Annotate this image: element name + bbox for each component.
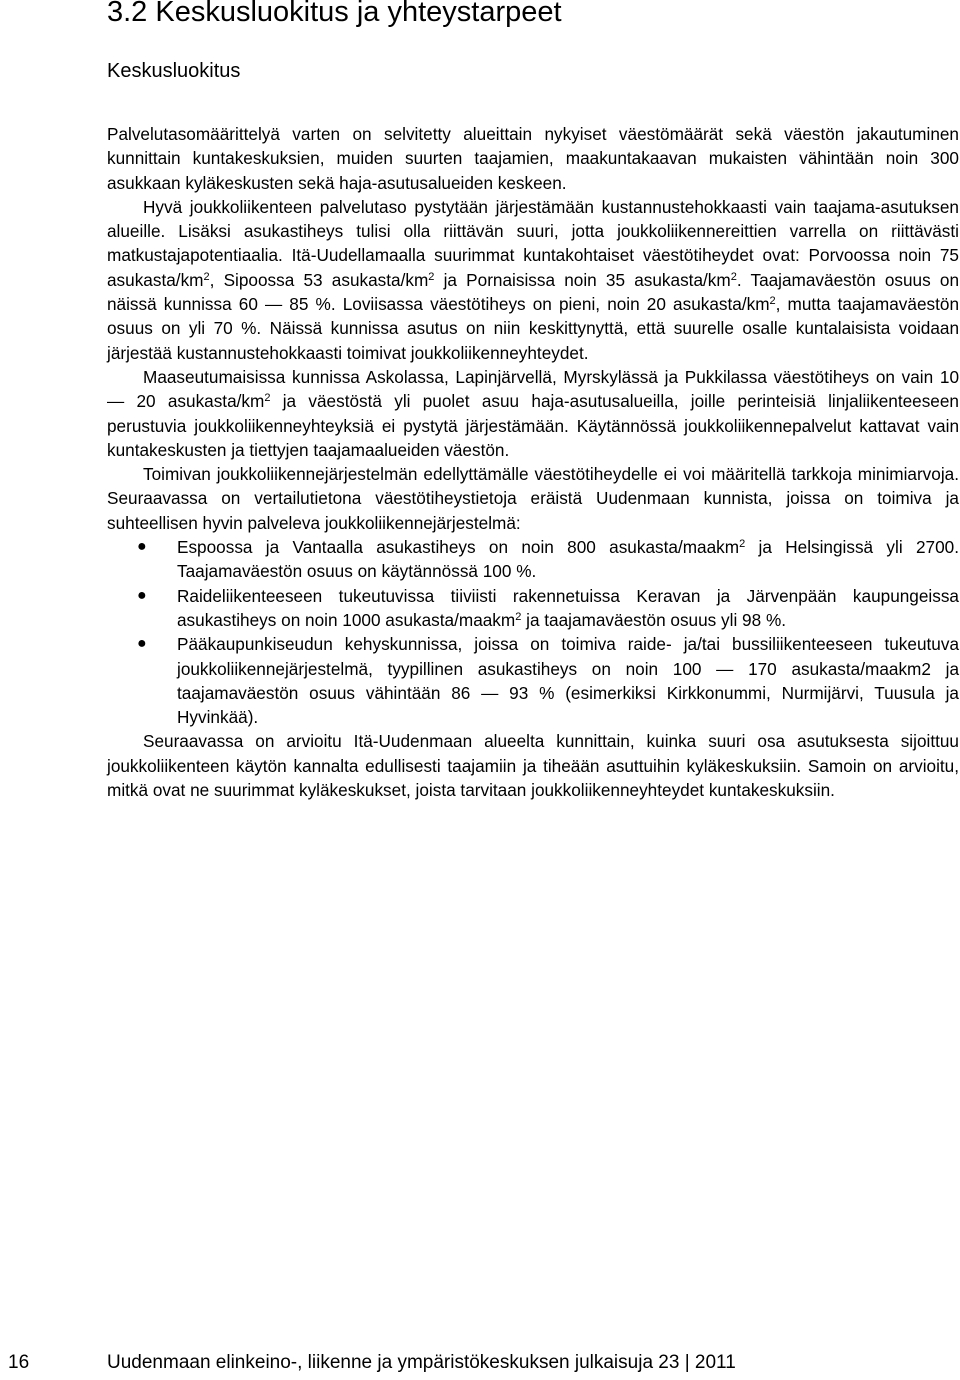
body-text [107, 122, 959, 802]
superscript: 2 [203, 270, 210, 283]
paragraph-2: Hyvä joukkoliikenteen palvelutaso pystytään järjestämään kustannustehokkaasti vain taajama-asutuksen alueille. Lisäksi asukastiheys tulisi olla riittävän suuri, jotta joukkoliikennereittien varrella on riittävästi matkustajapotentiaalia. Itä-Uudellamaalla suurimmat kuntakohtaiset väestötiheydet ovat: Porvoossa noin 75 asukasta/$km^2$, Sipoossa 53 asukasta/$km^2$ ja Pornaisissa noin 35 asukasta/$km^2$. Taajamaväestön osuus on näissä kunnissa 60 — 85 %. Loviisassa väestötiheys on pieni, noin 20 asukasta/$km^2$, mutta taajamaväestön osuus on yli 70 %. Näissä kunnissa asutus on niin keskittynyttä, että suurelle osalle kuntalaisista voidaan järjestää kustannustehokkaasti toimivat joukkoliikenneyhteydet. [107, 196, 960, 363]
list-item: ● Pääkaupunkiseudun kehyskunnissa, joissa on toimiva raide- ja/tai bussiliikenteeseen tukeutuva joukkoliikennejärjestelmä, tyypillinen asukastiheys on noin 100 — 170 asukasta/maakm2 ja taajamaväestön osuus vähintään 86 — 93 % (esimerkiksi Kirkkonummi, Nurmijärvi, Tuusula ja Hyvinkää). [137, 634, 959, 728]
bullet-list [107, 535, 959, 729]
superscript: 2 [264, 392, 271, 405]
subsection-heading: Keskusluokitus [107, 60, 241, 82]
superscript: 2 [739, 538, 746, 551]
superscript: 2 [730, 270, 737, 283]
bullet-icon: ● [137, 538, 147, 556]
list-item: ● Raideliikenteeseen tukeutuvissa tiiviisti rakennetuissa Keravan ja Järvenpään kaupungeissa asukastiheys on noin 1000 asukasta/maakm$^2$ ja taajamaväestön osuus yli 98 %. [137, 585, 959, 630]
publication-info: Uudenmaan elinkeino-, liikenne ja ympäristökeskuksen julkaisuja 23 | 2011 [107, 1352, 736, 1373]
bullet-icon: ● [137, 635, 147, 653]
list-item: ● Espoossa ja Vantaalla asukastiheys on noin 800 asukasta/maakm$^2$ ja Helsingissä yli 2700. Taajamaväestön osuus on käytännössä 100 %. [137, 537, 959, 582]
page-number: 16 [8, 1352, 30, 1373]
paragraph-3: Maaseutumaisissa kunnissa Askolassa, Lapinjärvellä, Myrskylässä ja Pukkilassa väestötiheys on vain 10 — 20 asukasta/$km^2$ ja väestöstä yli puolet asuu haja-asutusalueilla, joille perinteisiä linjaliikenteeseen perustuvia joukkoliikenneyhteyksiä ei pystytä järjestämään. Käytännössä joukkoliikennepalvelut kattavat vain kuntakeskusten ja tiettyjen taajamaalueiden väestön. [107, 366, 959, 460]
superscript: 2 [769, 295, 776, 308]
bullet-icon: ● [137, 586, 147, 604]
superscript: 2 [515, 610, 522, 623]
paragraph-5: Seuraavassa on arvioitu Itä-Uudenmaan alueelta kunnittain, kuinka suuri osa asutuksesta sijoittuu joukkoliikenteen käytön kannalta edullisesti taajamiin ja tiheään asuttuihin kyläkeskuksiin. Samoin on arvioitu, mitkä ovat ne suurimmat kyläkeskukset, joista tarvitaan joukkoliikenneyhteydet kuntakeskuksiin. [107, 731, 959, 801]
paragraph-4: Toimivan joukkoliikennejärjestelmän edellyttämälle väestötiheydelle ei voi määritellä tarkkoja minimiarvoja. Seuraavassa on vertailutietona väestötiheystietoja eräistä Uudenmaan kunnista, joissa on toimiva ja suhteellisen hyvin palveleva joukkoliikennejärjestelmä: [107, 464, 959, 533]
section-heading: 3.2 Keskusluokitus ja yhteystarpeet [107, 0, 562, 28]
superscript: 2 [428, 270, 435, 283]
paragraph-1: Palvelutasomäärittelyä varten on selvitetty alueittain nykyiset väestömäärät sekä väestön jakautuminen kunnittain kuntakeskuksien, muiden suurten taajamien, maakuntakaavan mukaisten vähintään noin 300 asukkaan kyläkeskusten sekä haja-asutusalueiden keskeen. [107, 124, 959, 193]
